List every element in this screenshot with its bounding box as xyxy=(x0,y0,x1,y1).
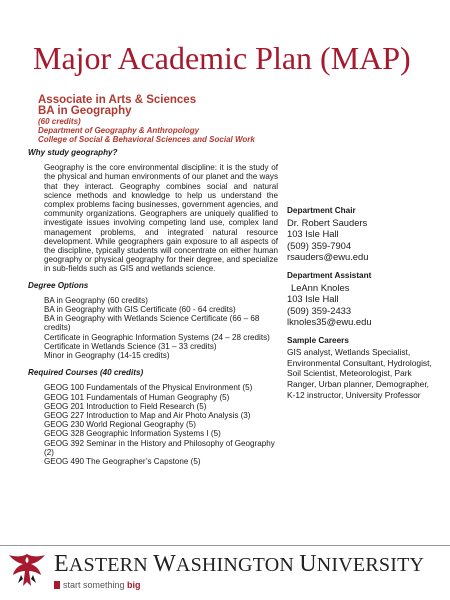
required-courses-list xyxy=(44,383,278,466)
list-item: GEOG 100 Fundamentals of the Physical Environment (5) xyxy=(44,383,253,393)
careers-heading: Sample Careers xyxy=(287,336,349,346)
careers-text: GIS analyst, Wetlands Specialist, Environmental Consultant, Hydrologist, Soil Scientist, Meteorologist, Park Ranger, Urban planner, Demographer, K-12 instructor, University Professor xyxy=(287,347,432,400)
chair-block xyxy=(287,205,437,262)
degree-type: Associate in Arts & Sciences xyxy=(38,94,197,106)
page-title: Major Academic Plan (MAP) xyxy=(33,40,411,76)
tagline-bar-icon xyxy=(54,581,60,589)
list-item: GEOG 328 Geographic Information Systems I (5) xyxy=(44,429,221,439)
footer-divider xyxy=(0,545,450,546)
list-item: GEOG 230 World Regional Geography (5) xyxy=(44,420,196,430)
degree-options-list xyxy=(44,296,278,360)
list-item: GEOG 101 Fundamentals of Human Geography (5) xyxy=(44,392,230,402)
list-item: GEOG 392 Seminar in the History and Philosophy of Geography (2) xyxy=(44,438,275,457)
why-heading: Why study geography? xyxy=(28,148,118,157)
credits-total: (60 credits) xyxy=(38,117,81,126)
main-column xyxy=(28,148,278,474)
careers-block xyxy=(287,335,437,400)
list-item: GEOG 201 Introduction to Field Research (5) xyxy=(44,401,207,411)
required-courses-heading: Required Courses (40 credits) xyxy=(28,368,144,378)
assistant-office: 103 Isle Hall xyxy=(287,293,339,305)
eagle-logo-icon xyxy=(6,548,48,592)
chair-heading: Department Chair xyxy=(287,206,356,215)
contact-column xyxy=(287,205,437,408)
chair-name: Dr. Robert Sauders xyxy=(287,217,368,229)
tagline: start something big xyxy=(54,580,141,590)
assistant-name: LeAnn Knoles xyxy=(291,282,350,294)
chair-office: 103 Isle Hall xyxy=(287,228,339,240)
assistant-heading: Department Assistant xyxy=(287,271,372,281)
list-item: Certificate in Geographic Information Systems (24 – 28 credits) xyxy=(44,332,270,342)
program-info xyxy=(38,95,255,144)
department-name: Department of Geography & Anthropology xyxy=(38,126,200,135)
chair-phone: (509) 359-7904 xyxy=(287,239,352,251)
list-item: BA in Geography with GIS Certificate (60 - 64 credits) xyxy=(44,305,236,315)
list-item: GEOG 490 The Geographer’s Capstone (5) xyxy=(44,457,201,467)
degree-options-heading: Degree Options xyxy=(28,280,89,290)
major-name: BA in Geography xyxy=(38,105,132,117)
college-name: College of Social & Behavioral Sciences and Social Work xyxy=(38,135,255,144)
assistant-phone: (509) 359-2433 xyxy=(287,304,352,316)
list-item: GEOG 227 Introduction to Map and Air Photo Analysis (3) xyxy=(44,411,251,421)
list-item: Certificate in Wetlands Science (31 – 33 credits) xyxy=(44,341,217,351)
assistant-email[interactable]: lknoles35@ewu.edu xyxy=(287,315,372,327)
assistant-block xyxy=(287,270,437,327)
list-item: BA in Geography with Wetlands Science Certificate (66 – 68 credits) xyxy=(44,314,260,333)
why-text: Geography is the core environmental discipline: it is the study of the physical and human environments of our planet and the ways that they interact. Geography combines social and natural science methods and knowledge to help us understand the complex problems facing businesses, government agencies, and community organizations. Geographers are uniquely qualified to investigate issues involving competing land use, complex land management problems, and integrated natural resource development. While geographers gain exposure to all aspects of the discipline, typically students will concentrate on either human geography or physical geography for their degree, and specialize in sub-fields such as GIS and wetlands science. xyxy=(44,163,278,274)
chair-email[interactable]: rsauders@ewu.edu xyxy=(287,250,369,262)
list-item: Minor in Geography (14-15 credits) xyxy=(44,351,170,361)
list-item: BA in Geography (60 credits) xyxy=(44,295,148,305)
university-name: EASTERN WASHINGTON UNIVERSITY xyxy=(54,551,425,577)
